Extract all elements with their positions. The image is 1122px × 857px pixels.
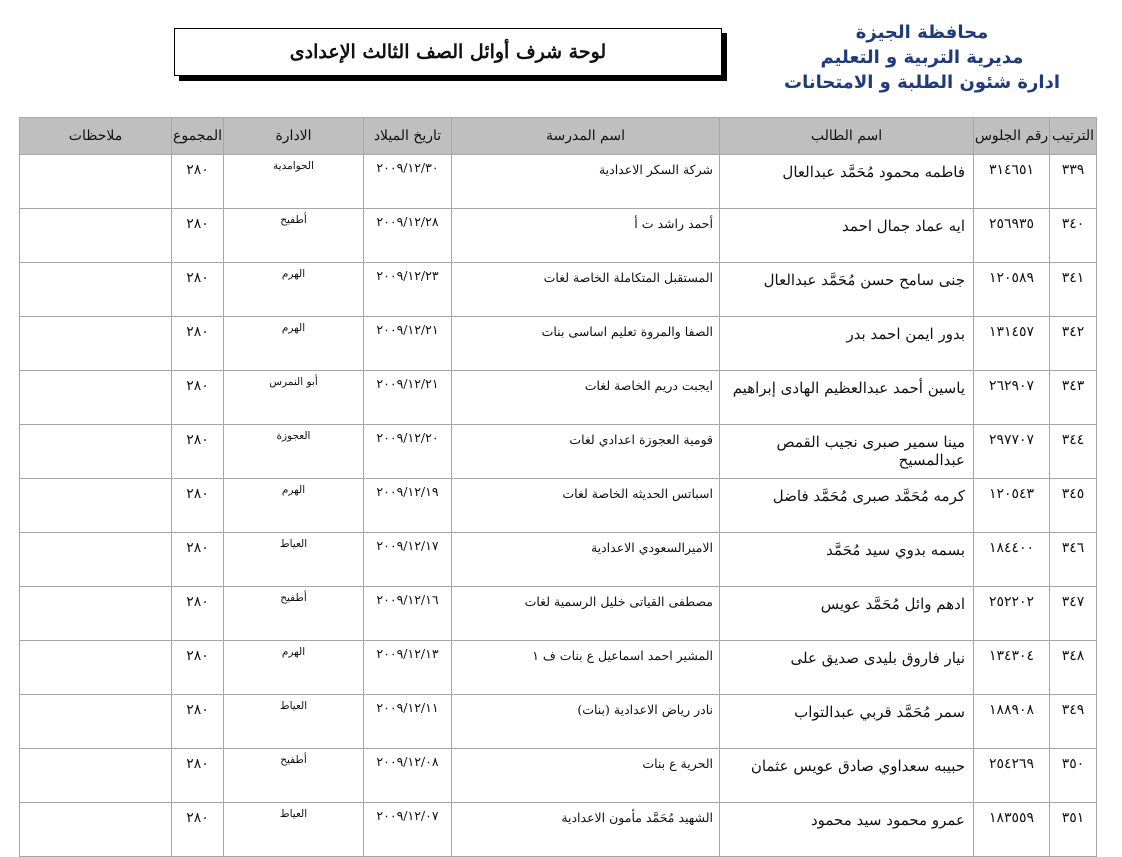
column-header-student-name: اسم الطالب [720, 118, 974, 155]
school-name-cell: نادر رياض الاعدادية (بنات) [452, 695, 720, 749]
total-cell: ٢٨٠ [172, 155, 224, 209]
total-cell: ٢٨٠ [172, 533, 224, 587]
rank-cell: ٣٣٩ [1050, 155, 1097, 209]
column-header-rank: الترتيب [1050, 118, 1097, 155]
school-name-cell: أحمد راشد ت أ [452, 209, 720, 263]
administration-cell: أطفيح [224, 587, 364, 641]
total-cell: ٢٨٠ [172, 587, 224, 641]
administration-cell: أبو النمرس [224, 371, 364, 425]
seat-number-cell: ١٢٠٥٨٩ [974, 263, 1050, 317]
total-cell: ٢٨٠ [172, 641, 224, 695]
school-name-cell: الصفا والمروة تعليم اساسى بنات [452, 317, 720, 371]
total-cell: ٢٨٠ [172, 749, 224, 803]
student-name-cell: مينا سمير صبرى نجيب القمص عبدالمسيح [720, 425, 974, 479]
seat-number-cell: ١٨٣٥٥٩ [974, 803, 1050, 857]
birth-date-cell: ٢٠٠٩/١٢/١٩ [364, 479, 452, 533]
notes-cell [20, 587, 172, 641]
total-cell: ٢٨٠ [172, 803, 224, 857]
school-name-cell: الاميرالسعودي الاعدادية [452, 533, 720, 587]
title-box [174, 28, 722, 76]
total-cell: ٢٨٠ [172, 479, 224, 533]
birth-date-cell: ٢٠٠٩/١٢/٢١ [364, 371, 452, 425]
notes-cell [20, 803, 172, 857]
notes-cell [20, 425, 172, 479]
administration-cell: الهرم [224, 479, 364, 533]
birth-date-cell: ٢٠٠٩/١٢/٣٠ [364, 155, 452, 209]
administration-cell: الهرم [224, 317, 364, 371]
notes-cell [20, 479, 172, 533]
table-row [20, 641, 1097, 695]
notes-cell [20, 641, 172, 695]
school-name-cell: ايجبت دريم الخاصة لغات [452, 371, 720, 425]
rank-cell: ٣٤٠ [1050, 209, 1097, 263]
birth-date-cell: ٢٠٠٩/١٢/١١ [364, 695, 452, 749]
administration-cell: العجوزة [224, 425, 364, 479]
organization-header [784, 20, 1060, 95]
student-name-cell: فاطمه محمود مُحَمَّد عبدالعال [720, 155, 974, 209]
student-name-cell: بسمه بدوي سيد مُحَمَّد [720, 533, 974, 587]
student-name-cell: ادهم وائل مُحَمَّد عويس [720, 587, 974, 641]
honor-roll-table [19, 117, 1097, 857]
notes-cell [20, 209, 172, 263]
birth-date-cell: ٢٠٠٩/١٢/١٣ [364, 641, 452, 695]
seat-number-cell: ١٨٨٩٠٨ [974, 695, 1050, 749]
birth-date-cell: ٢٠٠٩/١٢/٢١ [364, 317, 452, 371]
seat-number-cell: ٢٦٢٩٠٧ [974, 371, 1050, 425]
student-name-cell: ياسين أحمد عبدالعظيم الهادى إبراهيم [720, 371, 974, 425]
notes-cell [20, 263, 172, 317]
governorate-name: محافظة الجيزة [855, 22, 989, 43]
notes-cell [20, 317, 172, 371]
seat-number-cell: ٢٥٤٢٦٩ [974, 749, 1050, 803]
administration-cell: العياط [224, 695, 364, 749]
column-header-school-name: اسم المدرسة [452, 118, 720, 155]
seat-number-cell: ٢٩٧٧٠٧ [974, 425, 1050, 479]
birth-date-cell: ٢٠٠٩/١٢/٢٣ [364, 263, 452, 317]
rank-cell: ٣٤٤ [1050, 425, 1097, 479]
student-name-cell: سمر مُحَمَّد قربي عبدالتواب [720, 695, 974, 749]
column-header-seat-number: رقم الجلوس [974, 118, 1050, 155]
rank-cell: ٣٤٦ [1050, 533, 1097, 587]
school-name-cell: المستقبل المتكاملة الخاصة لغات [452, 263, 720, 317]
total-cell: ٢٨٠ [172, 371, 224, 425]
birth-date-cell: ٢٠٠٩/١٢/٠٧ [364, 803, 452, 857]
administration-cell: العياط [224, 533, 364, 587]
student-name-cell: نيار فاروق بليدى صديق على [720, 641, 974, 695]
column-header-total: المجموع [172, 118, 224, 155]
directorate-name: مديرية التربية و التعليم [820, 47, 1024, 68]
student-name-cell: بدور ايمن احمد بدر [720, 317, 974, 371]
school-name-cell: الشهيد مُحَمَّد مأمون الاعدادية [452, 803, 720, 857]
seat-number-cell: ٣١٤٦٥١ [974, 155, 1050, 209]
seat-number-cell: ٢٥٦٩٣٥ [974, 209, 1050, 263]
birth-date-cell: ٢٠٠٩/١٢/٠٨ [364, 749, 452, 803]
student-name-cell: ايه عماد جمال احمد [720, 209, 974, 263]
table-header-row [20, 118, 1097, 155]
table-row [20, 533, 1097, 587]
rank-cell: ٣٤٧ [1050, 587, 1097, 641]
school-name-cell: المشير احمد اسماعيل ع بنات ف ١ [452, 641, 720, 695]
table-row [20, 209, 1097, 263]
rank-cell: ٣٤٥ [1050, 479, 1097, 533]
seat-number-cell: ٢٥٢٢٠٢ [974, 587, 1050, 641]
birth-date-cell: ٢٠٠٩/١٢/١٦ [364, 587, 452, 641]
administration-cell: الهرم [224, 641, 364, 695]
student-name-cell: كرمه مُحَمَّد صبرى مُحَمَّد فاضل [720, 479, 974, 533]
page-title: لوحة شرف أوائل الصف الثالث الإعدادى [174, 28, 722, 76]
rank-cell: ٣٤٩ [1050, 695, 1097, 749]
student-name-cell: جنى سامح حسن مُحَمَّد عبدالعال [720, 263, 974, 317]
table-row [20, 425, 1097, 479]
notes-cell [20, 155, 172, 209]
table-row [20, 371, 1097, 425]
birth-date-cell: ٢٠٠٩/١٢/٢٨ [364, 209, 452, 263]
table-row [20, 479, 1097, 533]
table-row [20, 587, 1097, 641]
column-header-notes: ملاحظات [20, 118, 172, 155]
total-cell: ٢٨٠ [172, 695, 224, 749]
rank-cell: ٣٤١ [1050, 263, 1097, 317]
school-name-cell: الحرية ع بنات [452, 749, 720, 803]
student-name-cell: عمرو محمود سيد محمود [720, 803, 974, 857]
rank-cell: ٣٤٨ [1050, 641, 1097, 695]
department-name: ادارة شئون الطلبة و الامتحانات [784, 72, 1060, 93]
total-cell: ٢٨٠ [172, 425, 224, 479]
seat-number-cell: ١٣١٤٥٧ [974, 317, 1050, 371]
seat-number-cell: ١٢٠٥٤٣ [974, 479, 1050, 533]
total-cell: ٢٨٠ [172, 263, 224, 317]
birth-date-cell: ٢٠٠٩/١٢/١٧ [364, 533, 452, 587]
rank-cell: ٣٤٣ [1050, 371, 1097, 425]
school-name-cell: اسباتس الحديثه الخاصة لغات [452, 479, 720, 533]
seat-number-cell: ١٨٤٤٠٠ [974, 533, 1050, 587]
seat-number-cell: ١٣٤٣٠٤ [974, 641, 1050, 695]
administration-cell: أطفيح [224, 209, 364, 263]
column-header-birth-date: تاريخ الميلاد [364, 118, 452, 155]
column-header-administration: الادارة [224, 118, 364, 155]
student-name-cell: حبيبه سعداوي صادق عويس عثمان [720, 749, 974, 803]
notes-cell [20, 695, 172, 749]
school-name-cell: مصطفى القياتى خليل الرسمية لغات [452, 587, 720, 641]
administration-cell: العياط [224, 803, 364, 857]
total-cell: ٢٨٠ [172, 317, 224, 371]
table-row [20, 155, 1097, 209]
table-row [20, 803, 1097, 857]
birth-date-cell: ٢٠٠٩/١٢/٢٠ [364, 425, 452, 479]
notes-cell [20, 749, 172, 803]
school-name-cell: قومية العجوزة اعدادي لغات [452, 425, 720, 479]
notes-cell [20, 371, 172, 425]
notes-cell [20, 533, 172, 587]
administration-cell: الحوامدية [224, 155, 364, 209]
rank-cell: ٣٤٢ [1050, 317, 1097, 371]
table-row [20, 263, 1097, 317]
rank-cell: ٣٥٠ [1050, 749, 1097, 803]
rank-cell: ٣٥١ [1050, 803, 1097, 857]
total-cell: ٢٨٠ [172, 209, 224, 263]
administration-cell: الهرم [224, 263, 364, 317]
table-row [20, 695, 1097, 749]
school-name-cell: شركة السكر الاعدادية [452, 155, 720, 209]
administration-cell: أطفيح [224, 749, 364, 803]
table-row [20, 749, 1097, 803]
table-row [20, 317, 1097, 371]
